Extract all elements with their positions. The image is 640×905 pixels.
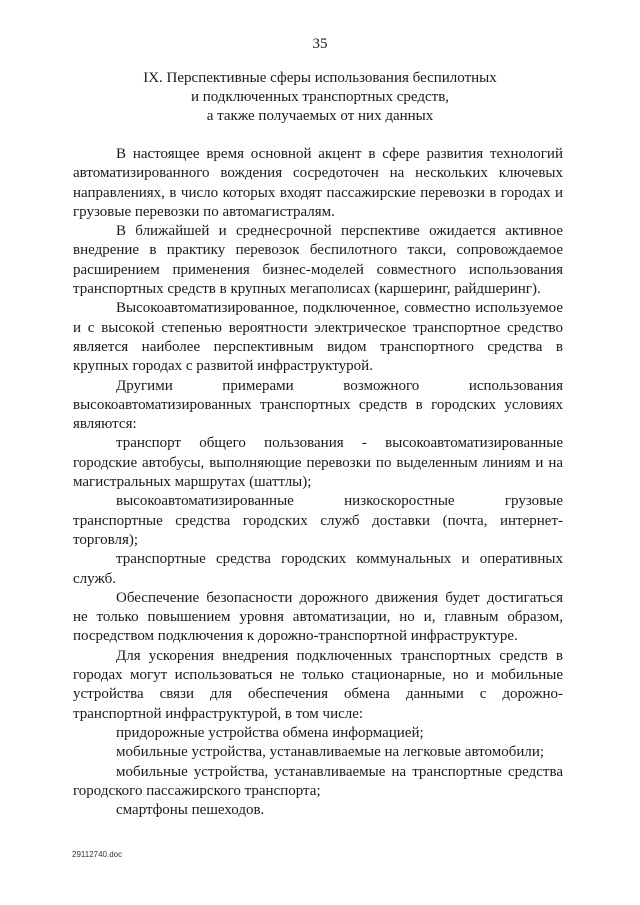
paragraph: В настоящее время основной акцент в сфере развития технологий автоматизированного вождения сосредоточен на нескольких ключевых направлениях, в число которых входят пассажирские перевозки в городах и грузовые перевозки по автомагистралям. <box>73 146 563 220</box>
list-item: транспорт общего пользования - высокоавтоматизированные городские автобусы, выполняющие перевозки по выделенным линиям и на магистральных маршрутах (шаттлы); <box>73 435 563 491</box>
page-number: 35 <box>312 36 328 52</box>
paragraph: Высокоавтоматизированное, подключенное, совместно используемое и с высокой степенью вероятности электрическое транспортное средство является наиболее перспективным видом транспортного средства в крупных городах с развитой инфраструктурой. <box>73 300 563 375</box>
section-title-line-1: IX. Перспективные сферы использования беспилотных <box>143 70 497 86</box>
section-title-line-3: а также получаемых от них данных <box>206 108 434 124</box>
list-item: мобильные устройства, устанавливаемые на легковые автомобили; <box>116 744 545 761</box>
paragraph: Для ускорения внедрения подключенных транспортных средств в городах могут использоваться не только стационарные, но и мобильные устройства связи для обеспечения обмена данными с дорожно-транспортной инфраструктурой, в том числе: <box>73 647 563 722</box>
section-title <box>80 69 560 126</box>
paragraph: Обеспечение безопасности дорожного движения будет достигаться не только повышением уровня автоматизации, но и, главным образом, посредством подключения к дорожно-транспортной инфраструктуре. <box>73 589 563 645</box>
list-item: мобильные устройства, устанавливаемые на транспортные средства городского пассажирского транспорта; <box>73 763 563 799</box>
list-item: транспортные средства городских коммунальных и оперативных служб. <box>73 551 563 587</box>
list-item: смартфоны пешеходов. <box>116 802 265 819</box>
document-code: 29112740.doc <box>72 850 123 859</box>
list-item: высокоавтоматизированные низкоскоростные грузовые транспортные средства городских служб доставки (почта, интернет-торговля); <box>73 493 563 548</box>
paragraph: Другими примерами возможного использования высокоавтоматизированных транспортных средств в городских условиях являются: <box>73 377 563 433</box>
paragraph: В ближайшей и среднесрочной перспективе ожидается активное внедрение в практику перевозок беспилотного такси, сопровождаемое расширением применения бизнес-моделей совместного использования транспортных средств в крупных мегаполисах (каршеринг, райдшеринг). <box>73 223 563 298</box>
section-title-line-2: и подключенных транспортных средств, <box>190 89 450 105</box>
body-text <box>73 145 563 820</box>
list-item: придорожные устройства обмена информацией; <box>116 724 424 741</box>
